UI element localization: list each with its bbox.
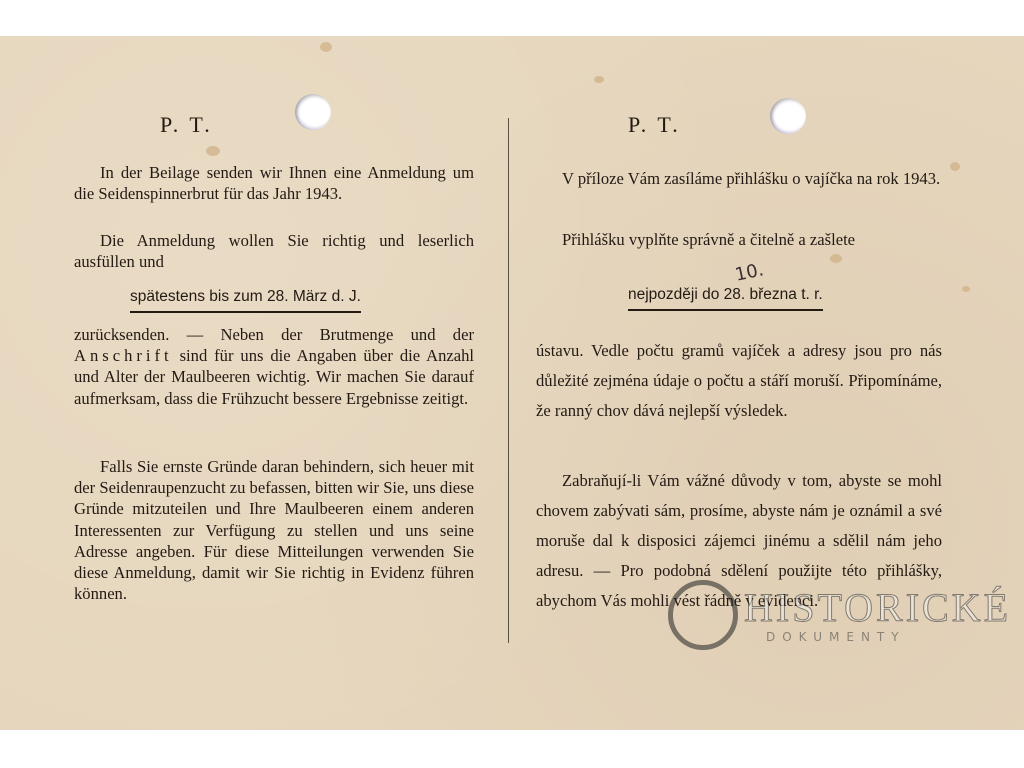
paper-stain [320, 42, 332, 52]
fold-line [508, 118, 509, 643]
watermark [668, 580, 1012, 654]
german-paragraph-2: Die Anmeldung wollen Sie richtig und leserlich ausfüllen und [74, 231, 474, 272]
german-deadline: spätestens bis zum 28. März d. J. [130, 288, 361, 313]
german-heading: P. T. [160, 112, 213, 137]
german-paragraph-3 [74, 324, 474, 409]
czech-deadline: nejpozději do 28. března t. r. [628, 286, 823, 311]
german-paragraph-3-spaced: Anschrift [74, 346, 173, 366]
czech-heading: P. T. [628, 112, 681, 137]
german-paragraph-3-rest: sind für uns die Angaben über die Anzahl und Alter der Maulbeeren wichtig. Wir machen Sie darauf aufmerksam, dass die Frühzucht bessere Ergebnisse zeitigt. [74, 346, 474, 408]
czech-paragraph-3: ústavu. Vedle počtu gramů vajíček a adresy jsou pro nás důležité zejména údaje o počtu a stáří moruší. Připomínáme, že ranný chov dává nejlepší výsledek. [536, 341, 942, 420]
punch-hole [770, 98, 806, 134]
czech-paragraph-4: Zabraňují-li Vám vážné důvody v tom, abyste se mohl chovem zabývati sám, prosíme, abyste nám je oznámil a své moruše dal k disposici zájemci jinému a sdělil nám jeho adresu. — Pro podobná sdělení použijte této přihlášky, abychom Vás mohli vést řádně v evidenci. [536, 471, 942, 610]
german-paragraph-3-start: zurücksenden. — Neben der Brutmenge und der [74, 325, 474, 344]
punch-hole [295, 94, 331, 130]
paper-stain [594, 76, 604, 83]
paper-stain [206, 146, 220, 156]
watermark-title: HISTORICKÉ [744, 585, 1012, 630]
paper-stain [962, 286, 970, 292]
czech-paragraph-1: V příloze Vám zasíláme přihlášku o vajíčka na rok 1943. [562, 169, 941, 188]
paper-stain [830, 254, 842, 263]
paper-stain [950, 162, 960, 171]
handwritten-date-correction: 10. [733, 259, 766, 286]
czech-paragraph-2: Přihlášku vyplňte správně a čitelně a zašlete [562, 230, 856, 249]
german-paragraph-1: In der Beilage senden wir Ihnen eine Anmeldung um die Seidenspinnerbrut für das Jahr 1943. [74, 163, 474, 204]
watermark-logo-icon [668, 580, 738, 650]
german-paragraph-4: Falls Sie ernste Gründe daran behindern, sich heuer mit der Seidenraupenzucht zu befassen, bitten wir Sie, uns diese Gründe mitzuteilen und Ihre Maulbeeren einem anderen Interessenten zur Verfügung zu stellen und uns seine Adresse angeben. Für diese Mitteilungen verwenden Sie diese Anmeldung, damit wir Sie richtig in Evidenz führen können. [74, 457, 474, 604]
watermark-subtitle: DOKUMENTY [766, 630, 906, 644]
